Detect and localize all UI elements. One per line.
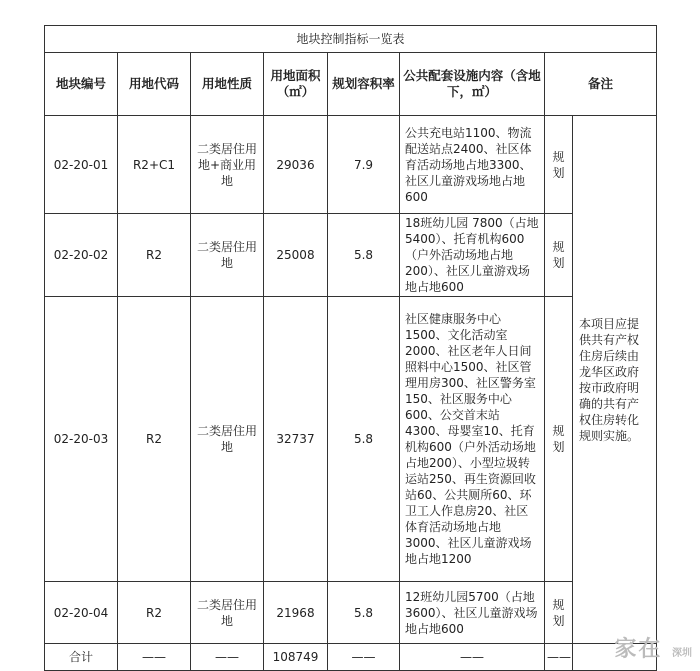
header-area: 用地面积（㎡） — [264, 53, 328, 116]
header-remarks: 备注 — [545, 53, 657, 116]
total-label: 合计 — [45, 644, 118, 671]
far-cell: 7.9 — [328, 116, 400, 214]
header-plot-id: 地块编号 — [45, 53, 118, 116]
area-cell: 32737 — [264, 297, 328, 582]
header-facilities: 公共配套设施内容（含地下，㎡） — [400, 53, 545, 116]
status-cell: 规划 — [545, 582, 573, 644]
plot-id-cell: 02-20-04 — [45, 582, 118, 644]
total-status: —— — [545, 644, 573, 671]
far-cell: 5.8 — [328, 582, 400, 644]
status-cell: 规划 — [545, 116, 573, 214]
area-cell: 29036 — [264, 116, 328, 214]
land-code-cell: R2 — [118, 582, 191, 644]
land-type-cell: 二类居住用地 — [191, 582, 264, 644]
facilities-cell: 公共充电站1100、物流配送站点2400、社区体育活动场地占地3300、社区儿童游戏场地占地600 — [400, 116, 545, 214]
total-area: 108749 — [264, 644, 328, 671]
plot-id-cell: 02-20-01 — [45, 116, 118, 214]
facilities-cell: 社区健康服务中心1500、文化活动室2000、社区老年人日间照料中心1500、社区管理用房300、社区警务室150、社区服务中心600、公交首末站4300、母婴室10、托育机构600（户外活动场地占地200）、小型垃圾转运站250、再生资源回收站60、公共厕所60、环卫工人作息房20、社区体育活动场地占地3000、社区儿童游戏场地占地1200 — [400, 297, 545, 582]
watermark-main: 家在 — [614, 637, 663, 662]
total-far: —— — [328, 644, 400, 671]
total-land-code: —— — [118, 644, 191, 671]
table-row — [45, 116, 657, 214]
area-cell: 21968 — [264, 582, 328, 644]
total-row — [45, 644, 657, 671]
plot-id-cell: 02-20-02 — [45, 214, 118, 297]
header-land-type: 用地性质 — [191, 53, 264, 116]
land-type-cell: 二类居住用地 — [191, 214, 264, 297]
table-row — [45, 582, 657, 644]
facilities-cell: 12班幼儿园5700（占地3600）、社区儿童游戏场地占地600 — [400, 582, 545, 644]
land-type-cell: 二类居住用地 — [191, 297, 264, 582]
header-land-code: 用地代码 — [118, 53, 191, 116]
status-cell: 规划 — [545, 297, 573, 582]
total-land-type: —— — [191, 644, 264, 671]
area-cell: 25008 — [264, 214, 328, 297]
land-code-cell: R2 — [118, 297, 191, 582]
land-code-cell: R2 — [118, 214, 191, 297]
table-row — [45, 214, 657, 297]
plot-control-table — [44, 25, 657, 671]
total-facilities: —— — [400, 644, 545, 671]
table-title: 地块控制指标一览表 — [45, 26, 657, 53]
table-row — [45, 297, 657, 582]
watermark-sub: 深圳 — [672, 648, 692, 659]
status-cell: 规划 — [545, 214, 573, 297]
header-far: 规划容积率 — [328, 53, 400, 116]
plot-id-cell: 02-20-03 — [45, 297, 118, 582]
land-type-cell: 二类居住用地+商业用地 — [191, 116, 264, 214]
remark-cell: 本项目应提供共有产权住房后续由龙华区政府按市政府明确的共有产权住房转化规则实施。 — [573, 116, 657, 644]
far-cell: 5.8 — [328, 214, 400, 297]
facilities-cell: 18班幼儿园 7800（占地5400）、托育机构600（户外活动场地占地200）、社区儿童游戏场地占地600 — [400, 214, 545, 297]
far-cell: 5.8 — [328, 297, 400, 582]
land-code-cell: R2+C1 — [118, 116, 191, 214]
site-watermark — [614, 632, 692, 663]
